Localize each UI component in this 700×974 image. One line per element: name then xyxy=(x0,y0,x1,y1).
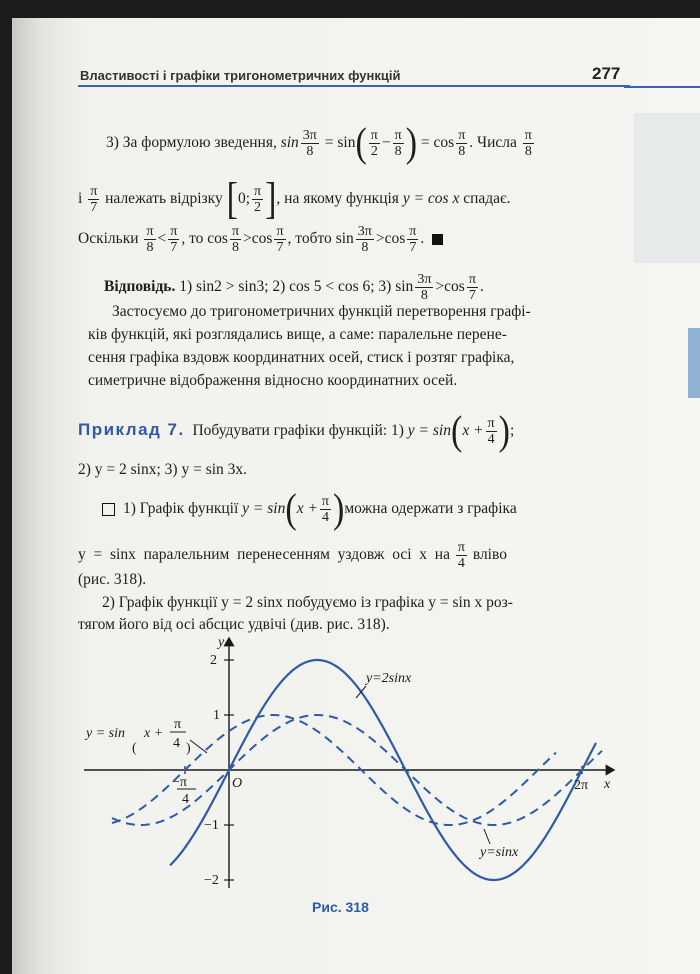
tick-label-2pi: 2π xyxy=(574,778,589,793)
step3-line3: Оскільки $\frac{\pi}{8}$ < $\frac{\pi}{7}$ , то cos $\frac{\pi}{8}$ >cos $\frac{\pi}{7}$ , тобто sin $\frac{3\pi}{8}$ >cos $\frac{\pi}{7}$ . xyxy=(78,224,443,255)
tick-label-4: 4 xyxy=(182,792,189,807)
example7-line2: 2) y = 2 sinx; 3) y = sin 3x. xyxy=(78,461,248,478)
tick-label-m2: −2 xyxy=(204,873,219,888)
solution2-line2: тягом його від осі абсцис удвічі (див. рис. 318). xyxy=(78,616,390,633)
transformations-paragraph: Застосуємо до тригонометричних функцій перетворення графі- ків функцій, які розглядались вище, а саме: паралельне перене- сення графіка вздовж координатних осей, стиск і розтяг графіка, симетричне відображення відносно координатних осей. xyxy=(88,303,531,389)
figure-318-graph xyxy=(12,18,700,974)
step3-line1: 3) За формулою зведення, sin $\frac{3\pi}{8}$ = sin( $\frac{\pi}{2}$ − $\frac{\pi}{8}$ ) = cos $\frac{\pi}{8}$ . Числа $\frac{\pi}{8}$ xyxy=(106,120,532,166)
label-sinx: y=sinx xyxy=(480,845,519,860)
leader-shift xyxy=(190,740,207,753)
solution1-line3: (рис. 318). xyxy=(78,571,147,588)
label-shift-ysin: y = sin xyxy=(86,726,125,741)
step3-line2: і $\frac{\pi}{7}$ належать відрізку [0; $\frac{\pi}{2}$ ], на якому функція y = cos x спадає. xyxy=(78,174,511,223)
answer-line: Відповідь. 1) sin2 > sin3; 2) cos 5 < cos 6; 3) sin $\frac{3\pi}{8}$ >cos $\frac{\pi}{7}$ . xyxy=(104,272,484,303)
label-shift-four: 4 xyxy=(173,736,180,751)
example7-heading: Приклад 7. Побудувати графіки функцій: 1) y = sin(x + $\frac{\pi}{4}$ ); xyxy=(78,408,515,454)
origin-label: O xyxy=(232,776,243,791)
textbook-page xyxy=(12,18,700,974)
leader-sin xyxy=(484,829,490,844)
frac-3pi-8: $\frac{3\pi}{8}$ xyxy=(302,128,317,159)
tick-label-1: 1 xyxy=(213,708,220,723)
tick-label-2: 2 xyxy=(210,653,217,668)
label-shift-lparen: ( xyxy=(132,741,137,756)
running-header-title: Властивості і графіки тригонометричних функцій xyxy=(80,68,401,83)
label-shift-xplus: x + xyxy=(144,726,164,741)
axis-label-y: y xyxy=(218,635,225,650)
label-shift-rparen: ) xyxy=(186,741,191,756)
tick-label-m1: −1 xyxy=(204,818,219,833)
tick-label-mpi: −π xyxy=(172,775,187,790)
solution1-line2: y = sinx паралельним перенесенням уздовж осі x на $\frac{\pi}{4}$ вліво xyxy=(78,540,507,571)
page-number: 277 xyxy=(592,64,621,83)
figure-caption: Рис. 318 xyxy=(312,899,369,915)
solution1-line1: 1) Графік функції y = sin(x + $\frac{\pi}{4}$ )можна одержати з графіка xyxy=(102,494,517,525)
label-shift-pi: π xyxy=(174,717,182,732)
label-2sinx: y=2sinx xyxy=(366,671,412,686)
solution2-line1: 2) Графік функції y = 2 sinx побудуємо із графіка y = sin x роз- xyxy=(102,594,513,611)
axis-label-x: x xyxy=(604,777,611,792)
